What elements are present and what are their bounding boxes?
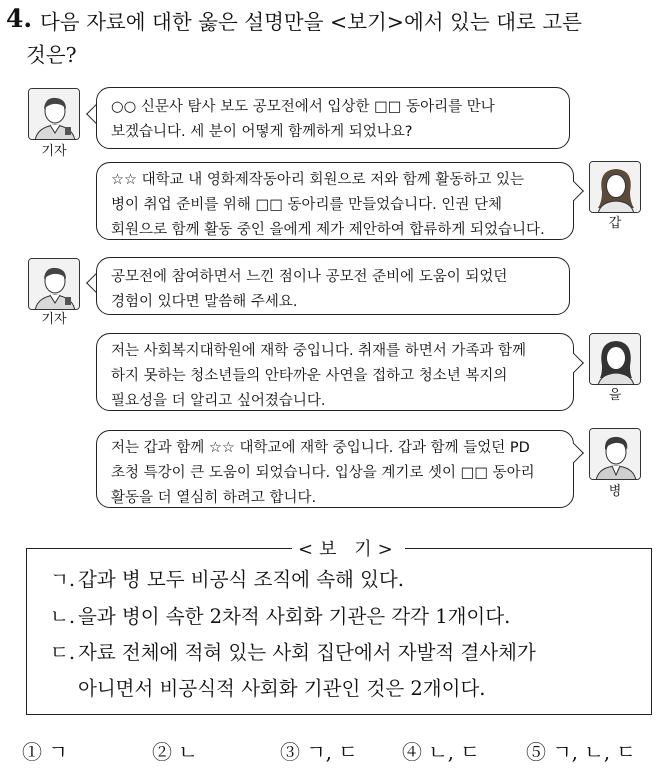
choice-number: ① — [22, 740, 42, 764]
bubble-line: 필요성을 더 알리고 싶어졌습니다. — [111, 393, 326, 409]
choice-text: ㄱ, ㄴ, ㄷ — [552, 740, 636, 764]
choice-2[interactable] — [152, 736, 198, 765]
question-number: 4. — [6, 4, 33, 33]
bogi-item-text: 자료 전체에 적혀 있는 사회 집단에서 자발적 결사체가 — [78, 641, 536, 664]
bubble-line: 활동을 더 열심히 하려고 합니다. — [111, 490, 317, 506]
bubble-line: 회원으로 함께 활동 중인 을에게 제가 제안하여 합류하게 되었습니다. — [111, 222, 545, 238]
choice-5[interactable] — [526, 736, 636, 765]
reporter-avatar-icon — [28, 258, 80, 310]
speech-bubble-reporter-2 — [96, 257, 570, 315]
bubble-line: 저는 갑과 함께 ☆☆ 대학교에 재학 중입니다. 갑과 함께 들었던 PD — [111, 440, 530, 456]
speaker-label: 을 — [608, 388, 622, 403]
bubble-line: ☆☆ 대학교 내 영화제작동아리 회원으로 저와 함께 활동하고 있는 — [111, 172, 525, 188]
bogi-mark: ㄱ. — [50, 568, 76, 591]
speech-bubble-gap — [96, 162, 574, 240]
question-line-2: 것은? — [26, 43, 77, 67]
bogi-item-text: 을과 병이 속한 2차적 사회화 기관은 각각 1개이다. — [78, 605, 511, 628]
bubble-line: 보겠습니다. 세 분이 어떻게 함께하게 되었나요? — [111, 124, 413, 140]
bogi-mark: ㄷ. — [50, 641, 76, 664]
speaker-label: 갑 — [608, 216, 622, 231]
speaker-label: 기자 — [41, 144, 67, 159]
bogi-item-nieun — [50, 602, 650, 632]
choice-4[interactable] — [402, 736, 480, 765]
speech-bubble-byeong — [96, 430, 574, 508]
choice-3[interactable] — [280, 736, 358, 765]
speech-bubble-eul — [96, 333, 574, 411]
question-text — [26, 6, 652, 72]
choice-number: ⑤ — [526, 740, 546, 764]
choice-text: ㄱ — [48, 740, 68, 764]
reporter-avatar-icon — [28, 88, 80, 140]
bubble-line: ○○ 신문사 탐사 보도 공모전에서 입상한 □□ 동아리를 만나 — [111, 99, 495, 115]
question-line-1: 다음 자료에 대한 옳은 설명만을 <보기>에서 있는 대로 고른 — [40, 10, 582, 34]
bubble-line: 병이 취업 준비를 위해 □□ 동아리를 만들었습니다. 인권 단체 — [111, 197, 503, 213]
choice-text: ㄱ, ㄷ — [306, 740, 358, 764]
choice-number: ② — [152, 740, 172, 764]
woman-avatar-icon — [589, 161, 641, 213]
bogi-item-digeut-continued: 아니면서 비공식적 사회화 기관인 것은 2개이다. — [78, 677, 486, 700]
choice-text: ㄴ, ㄷ — [428, 740, 480, 764]
bubble-line: 저는 사회복지대학원에 재학 중입니다. 취재를 하면서 가족과 함께 — [111, 343, 527, 359]
bogi-title: <보 기> — [292, 535, 405, 561]
bogi-item-digeut — [50, 638, 650, 668]
bogi-item-giyeok — [50, 565, 650, 595]
speaker-label: 기자 — [41, 312, 67, 327]
bogi-mark: ㄴ. — [50, 605, 76, 628]
speaker-label: 병 — [608, 484, 622, 499]
bubble-line: 초청 특강이 큰 도움이 되었습니다. 입상을 계기로 셋이 □□ 동아리 — [111, 465, 535, 481]
bubble-line: 경험이 있다면 말씀해 주세요. — [111, 294, 298, 310]
choice-number: ③ — [280, 740, 300, 764]
choice-text: ㄴ — [178, 740, 198, 764]
choice-1[interactable] — [22, 736, 68, 765]
bubble-line: 하지 못하는 청소년들의 안타까운 사연을 접하고 청소년 복지의 — [111, 368, 508, 384]
woman-avatar-icon — [589, 333, 641, 385]
man-avatar-icon — [589, 428, 641, 480]
speech-bubble-reporter-1 — [96, 87, 570, 149]
choice-number: ④ — [402, 740, 422, 764]
bubble-line: 공모전에 참여하면서 느낀 점이나 공모전 준비에 도움이 되었던 — [111, 269, 508, 285]
bogi-item-text: 갑과 병 모두 비공식 조직에 속해 있다. — [78, 568, 404, 591]
